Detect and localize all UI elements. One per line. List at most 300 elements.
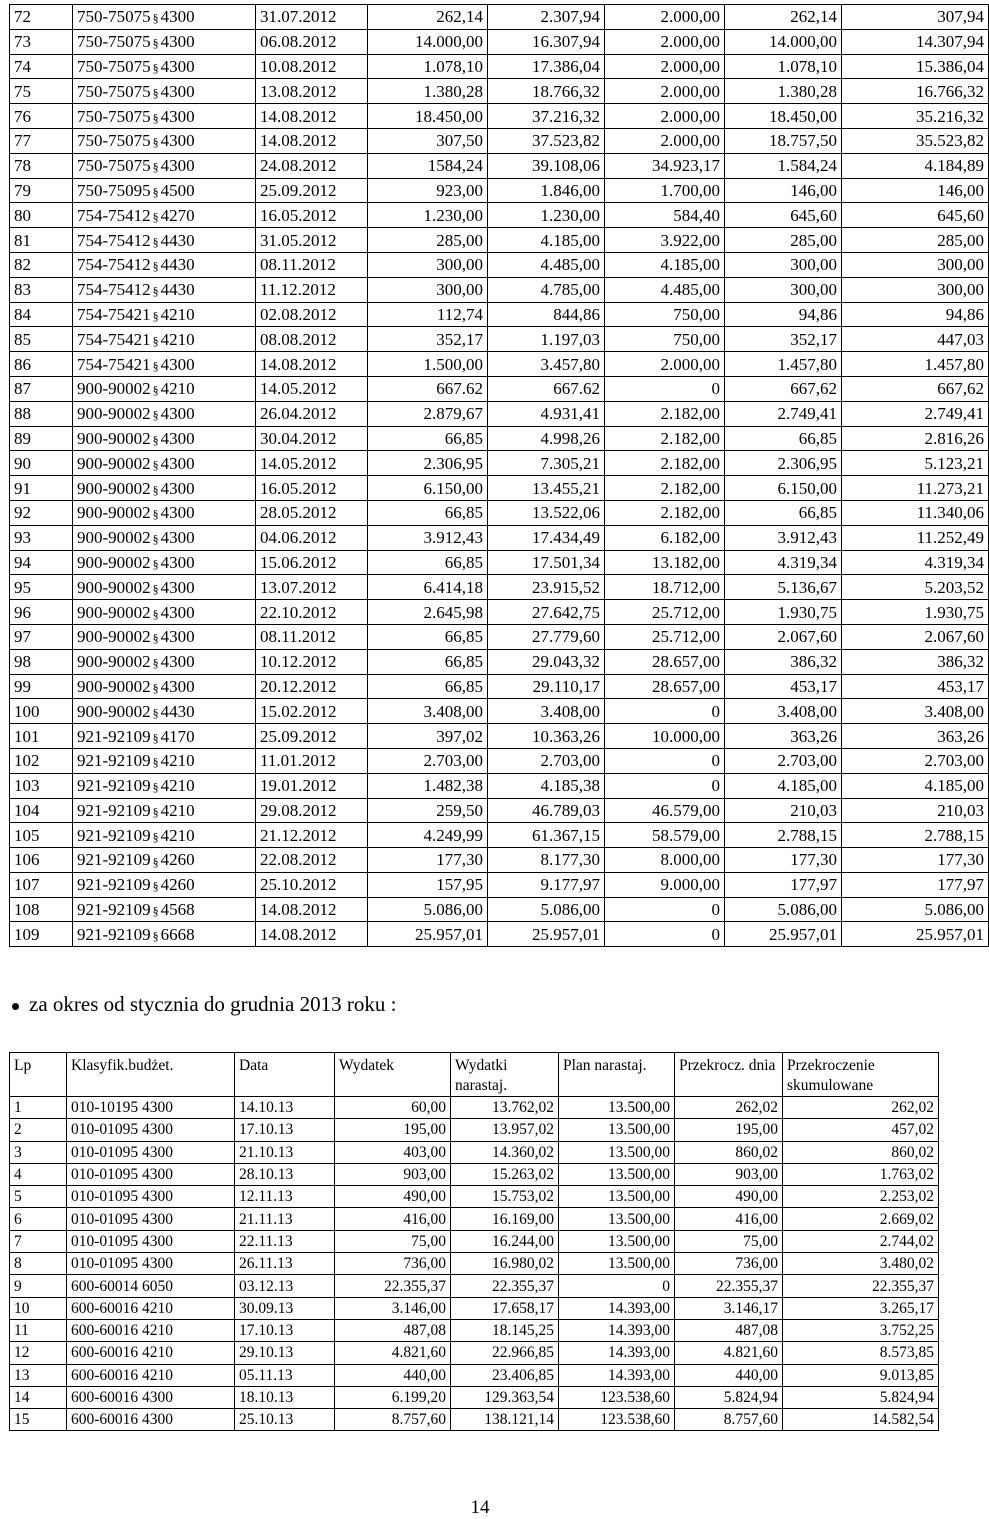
expense: 3.146,00 bbox=[335, 1297, 451, 1319]
paragraph-code: 4300 bbox=[160, 354, 195, 374]
expense: 307,50 bbox=[368, 128, 488, 153]
table-row bbox=[10, 848, 989, 873]
budget-classification bbox=[73, 848, 256, 873]
row-number: 3 bbox=[10, 1141, 67, 1163]
date: 20.12.2012 bbox=[256, 674, 368, 699]
division-code: 921-92109 bbox=[77, 924, 151, 944]
cumulative-plan: 25.712,00 bbox=[605, 624, 725, 649]
budget-classification: 010-01095 4300 bbox=[67, 1163, 235, 1185]
cumulative-plan: 2.000,00 bbox=[605, 128, 725, 153]
expense: 3.912,43 bbox=[368, 525, 488, 550]
cumulative-plan: 13.500,00 bbox=[559, 1097, 675, 1119]
table-row bbox=[10, 872, 989, 897]
daily-overrun: 667,62 bbox=[725, 376, 842, 401]
cumulative-expense: 15.263,02 bbox=[451, 1163, 559, 1185]
table-row bbox=[10, 1386, 939, 1408]
date: 19.01.2012 bbox=[256, 773, 368, 798]
cumulative-overrun: 8.573,85 bbox=[783, 1342, 939, 1364]
cumulative-overrun: 9.013,85 bbox=[783, 1364, 939, 1386]
cumulative-expense: 27.642,75 bbox=[488, 600, 605, 625]
cumulative-expense: 3.457,80 bbox=[488, 352, 605, 377]
division-code: 921-92109 bbox=[77, 850, 151, 870]
daily-overrun: 2.749,41 bbox=[725, 401, 842, 426]
row-number: 92 bbox=[10, 500, 73, 525]
expense: 66,85 bbox=[368, 674, 488, 699]
daily-overrun: 903,00 bbox=[675, 1163, 783, 1185]
row-number: 82 bbox=[10, 252, 73, 277]
paragraph-code: 4300 bbox=[160, 478, 195, 498]
cumulative-overrun: 11.273,21 bbox=[842, 476, 989, 501]
expense: 6.150,00 bbox=[368, 476, 488, 501]
daily-overrun: 2.306,95 bbox=[725, 451, 842, 476]
daily-overrun: 440,00 bbox=[675, 1364, 783, 1386]
cumulative-overrun: 1.457,80 bbox=[842, 352, 989, 377]
row-number: 89 bbox=[10, 426, 73, 451]
budget-classification: 010-01095 4300 bbox=[67, 1119, 235, 1141]
date: 14.08.2012 bbox=[256, 897, 368, 922]
expense: 25.957,01 bbox=[368, 922, 488, 947]
table-row bbox=[10, 1208, 939, 1230]
paragraph-icon: § bbox=[152, 61, 159, 76]
date: 14.05.2012 bbox=[256, 451, 368, 476]
cumulative-expense: 4.931,41 bbox=[488, 401, 605, 426]
cumulative-plan: 13.500,00 bbox=[559, 1163, 675, 1185]
cumulative-expense: 29.043,32 bbox=[488, 649, 605, 674]
cumulative-overrun: 5.123,21 bbox=[842, 451, 989, 476]
paragraph-code: 4210 bbox=[160, 776, 195, 796]
date: 21.12.2012 bbox=[256, 823, 368, 848]
daily-overrun: 352,17 bbox=[725, 327, 842, 352]
cumulative-plan: 0 bbox=[605, 748, 725, 773]
header-expense: Wydatek bbox=[335, 1053, 451, 1097]
table-row bbox=[10, 1319, 939, 1341]
daily-overrun: 18.450,00 bbox=[725, 104, 842, 129]
paragraph-icon: § bbox=[152, 606, 159, 621]
paragraph-code: 4430 bbox=[160, 230, 195, 250]
paragraph-code: 4300 bbox=[160, 404, 195, 424]
expense: 66,85 bbox=[368, 550, 488, 575]
paragraph-icon: § bbox=[152, 904, 159, 919]
date: 14.08.2012 bbox=[256, 104, 368, 129]
table-row bbox=[10, 699, 989, 724]
budget-classification bbox=[73, 476, 256, 501]
expense: 8.757,60 bbox=[335, 1409, 451, 1431]
budget-classification bbox=[73, 401, 256, 426]
daily-overrun: 210,03 bbox=[725, 798, 842, 823]
row-number: 83 bbox=[10, 277, 73, 302]
daily-overrun: 386,32 bbox=[725, 649, 842, 674]
cumulative-plan: 123.538,60 bbox=[559, 1409, 675, 1431]
cumulative-plan: 25.712,00 bbox=[605, 600, 725, 625]
cumulative-overrun: 386,32 bbox=[842, 649, 989, 674]
expense: 736,00 bbox=[335, 1253, 451, 1275]
daily-overrun: 195,00 bbox=[675, 1119, 783, 1141]
cumulative-expense: 4.998,26 bbox=[488, 426, 605, 451]
budget-classification bbox=[73, 104, 256, 129]
cumulative-plan: 0 bbox=[605, 376, 725, 401]
date: 14.08.2012 bbox=[256, 352, 368, 377]
row-number: 102 bbox=[10, 748, 73, 773]
row-number: 11 bbox=[10, 1319, 67, 1341]
date: 29.10.13 bbox=[235, 1342, 335, 1364]
cumulative-plan: 2.000,00 bbox=[605, 54, 725, 79]
paragraph-icon: § bbox=[152, 209, 159, 224]
row-number: 100 bbox=[10, 699, 73, 724]
cumulative-expense: 37.523,82 bbox=[488, 128, 605, 153]
paragraph-icon: § bbox=[152, 160, 159, 175]
date: 25.10.13 bbox=[235, 1409, 335, 1431]
table-row bbox=[10, 1163, 939, 1185]
cumulative-plan: 13.500,00 bbox=[559, 1119, 675, 1141]
daily-overrun: 262,02 bbox=[675, 1097, 783, 1119]
daily-overrun: 300,00 bbox=[725, 252, 842, 277]
budget-classification bbox=[73, 178, 256, 203]
daily-overrun: 300,00 bbox=[725, 277, 842, 302]
cumulative-plan: 584,40 bbox=[605, 203, 725, 228]
division-code: 750-75075 bbox=[77, 32, 151, 52]
date: 13.08.2012 bbox=[256, 79, 368, 104]
table-row bbox=[10, 624, 989, 649]
expenditure-table-2013 bbox=[9, 1052, 939, 1431]
expense: 1.500,00 bbox=[368, 352, 488, 377]
budget-classification bbox=[73, 29, 256, 54]
cumulative-overrun: 5.203,52 bbox=[842, 575, 989, 600]
budget-classification: 010-01095 4300 bbox=[67, 1253, 235, 1275]
table-row bbox=[10, 104, 989, 129]
cumulative-expense: 3.408,00 bbox=[488, 699, 605, 724]
date: 12.11.13 bbox=[235, 1186, 335, 1208]
cumulative-overrun: 453,17 bbox=[842, 674, 989, 699]
expense: 4.249,99 bbox=[368, 823, 488, 848]
cumulative-plan: 2.182,00 bbox=[605, 426, 725, 451]
cumulative-overrun: 2.744,02 bbox=[783, 1230, 939, 1252]
page-number: 14 bbox=[470, 1497, 490, 1518]
row-number: 6 bbox=[10, 1208, 67, 1230]
cumulative-overrun: 2.749,41 bbox=[842, 401, 989, 426]
expense: 487,08 bbox=[335, 1319, 451, 1341]
date: 17.10.13 bbox=[235, 1119, 335, 1141]
cumulative-overrun: 2.703,00 bbox=[842, 748, 989, 773]
expense: 2.879,67 bbox=[368, 401, 488, 426]
paragraph-code: 4300 bbox=[160, 528, 195, 548]
division-code: 750-75075 bbox=[77, 56, 151, 76]
table-row bbox=[10, 376, 989, 401]
paragraph-icon: § bbox=[152, 284, 159, 299]
budget-classification bbox=[73, 773, 256, 798]
daily-overrun: 4.185,00 bbox=[725, 773, 842, 798]
table-header-row bbox=[10, 1053, 939, 1097]
division-code: 754-75421 bbox=[77, 354, 151, 374]
date: 13.07.2012 bbox=[256, 575, 368, 600]
daily-overrun: 4.319,34 bbox=[725, 550, 842, 575]
cumulative-overrun: 860,02 bbox=[783, 1141, 939, 1163]
expense: 195,00 bbox=[335, 1119, 451, 1141]
cumulative-expense: 9.177,97 bbox=[488, 872, 605, 897]
row-number: 90 bbox=[10, 451, 73, 476]
budget-classification bbox=[73, 748, 256, 773]
budget-classification bbox=[73, 153, 256, 178]
paragraph-icon: § bbox=[152, 730, 159, 745]
cumulative-expense: 46.789,03 bbox=[488, 798, 605, 823]
expense: 66,85 bbox=[368, 426, 488, 451]
paragraph-icon: § bbox=[152, 433, 159, 448]
row-number: 4 bbox=[10, 1163, 67, 1185]
budget-classification bbox=[73, 724, 256, 749]
budget-classification bbox=[73, 203, 256, 228]
expense: 5.086,00 bbox=[368, 897, 488, 922]
division-code: 900-90002 bbox=[77, 478, 151, 498]
cumulative-expense: 29.110,17 bbox=[488, 674, 605, 699]
paragraph-icon: § bbox=[152, 829, 159, 844]
daily-overrun: 2.067,60 bbox=[725, 624, 842, 649]
budget-classification bbox=[73, 922, 256, 947]
expense: 157,95 bbox=[368, 872, 488, 897]
expenditure-table-2012 bbox=[9, 4, 989, 947]
daily-overrun: 3.912,43 bbox=[725, 525, 842, 550]
daily-overrun: 1.584,24 bbox=[725, 153, 842, 178]
expense: 667.62 bbox=[368, 376, 488, 401]
paragraph-code: 4300 bbox=[160, 676, 195, 696]
cumulative-plan: 0 bbox=[605, 699, 725, 724]
cumulative-expense: 129.363,54 bbox=[451, 1386, 559, 1408]
row-number: 81 bbox=[10, 228, 73, 253]
paragraph-icon: § bbox=[152, 185, 159, 200]
cumulative-overrun: 363,26 bbox=[842, 724, 989, 749]
table-row bbox=[10, 1230, 939, 1252]
daily-overrun: 177,97 bbox=[725, 872, 842, 897]
table-row bbox=[10, 1364, 939, 1386]
cumulative-expense: 17.501,34 bbox=[488, 550, 605, 575]
date: 25.09.2012 bbox=[256, 724, 368, 749]
cumulative-plan: 10.000,00 bbox=[605, 724, 725, 749]
division-code: 754-75412 bbox=[77, 255, 151, 275]
cumulative-expense: 4.485,00 bbox=[488, 252, 605, 277]
cumulative-expense: 13.957,02 bbox=[451, 1119, 559, 1141]
paragraph-code: 4300 bbox=[160, 56, 195, 76]
cumulative-overrun: 4.185,00 bbox=[842, 773, 989, 798]
table-row bbox=[10, 451, 989, 476]
date: 25.10.2012 bbox=[256, 872, 368, 897]
cumulative-plan: 13.500,00 bbox=[559, 1230, 675, 1252]
daily-overrun: 18.757,50 bbox=[725, 128, 842, 153]
cumulative-expense: 1.846,00 bbox=[488, 178, 605, 203]
row-number: 15 bbox=[10, 1409, 67, 1431]
cumulative-expense: 1.197,03 bbox=[488, 327, 605, 352]
date: 31.05.2012 bbox=[256, 228, 368, 253]
expense: 1.078,10 bbox=[368, 54, 488, 79]
expense: 66,85 bbox=[368, 649, 488, 674]
date: 26.11.13 bbox=[235, 1253, 335, 1275]
paragraph-code: 4300 bbox=[160, 428, 195, 448]
table-row bbox=[10, 525, 989, 550]
row-number: 13 bbox=[10, 1364, 67, 1386]
daily-overrun: 416,00 bbox=[675, 1208, 783, 1230]
cumulative-overrun: 447,03 bbox=[842, 327, 989, 352]
cumulative-overrun: 3.408,00 bbox=[842, 699, 989, 724]
cumulative-overrun: 35.216,32 bbox=[842, 104, 989, 129]
daily-overrun: 3.146,17 bbox=[675, 1297, 783, 1319]
budget-classification bbox=[73, 277, 256, 302]
cumulative-expense: 18.766,32 bbox=[488, 79, 605, 104]
budget-classification: 600-60016 4210 bbox=[67, 1319, 235, 1341]
table-row bbox=[10, 773, 989, 798]
header-cumulative-expense: Wydatki narastaj. bbox=[451, 1053, 559, 1097]
paragraph-icon: § bbox=[152, 705, 159, 720]
date: 10.08.2012 bbox=[256, 54, 368, 79]
paragraph-icon: § bbox=[152, 656, 159, 671]
cumulative-expense: 4.785,00 bbox=[488, 277, 605, 302]
division-code: 900-90002 bbox=[77, 404, 151, 424]
row-number: 101 bbox=[10, 724, 73, 749]
division-code: 921-92109 bbox=[77, 800, 151, 820]
row-number: 72 bbox=[10, 5, 73, 30]
daily-overrun: 645,60 bbox=[725, 203, 842, 228]
cumulative-expense: 16.244,00 bbox=[451, 1230, 559, 1252]
daily-overrun: 146,00 bbox=[725, 178, 842, 203]
cumulative-overrun: 262,02 bbox=[783, 1097, 939, 1119]
expense: 923,00 bbox=[368, 178, 488, 203]
paragraph-code: 4210 bbox=[160, 304, 195, 324]
budget-classification bbox=[73, 575, 256, 600]
cumulative-overrun: 177,30 bbox=[842, 848, 989, 873]
row-number: 85 bbox=[10, 327, 73, 352]
paragraph-code: 4300 bbox=[160, 503, 195, 523]
cumulative-expense: 17.434,49 bbox=[488, 525, 605, 550]
cumulative-overrun: 4.319,34 bbox=[842, 550, 989, 575]
paragraph-icon: § bbox=[152, 383, 159, 398]
paragraph-code: 4300 bbox=[160, 453, 195, 473]
cumulative-expense: 16.169,00 bbox=[451, 1208, 559, 1230]
cumulative-overrun: 285,00 bbox=[842, 228, 989, 253]
paragraph-icon: § bbox=[152, 482, 159, 497]
table-row bbox=[10, 922, 989, 947]
table-row bbox=[10, 302, 989, 327]
budget-classification bbox=[73, 252, 256, 277]
date: 08.08.2012 bbox=[256, 327, 368, 352]
expense: 300,00 bbox=[368, 252, 488, 277]
daily-overrun: 1.457,80 bbox=[725, 352, 842, 377]
cumulative-overrun: 300,00 bbox=[842, 277, 989, 302]
paragraph-code: 4430 bbox=[160, 701, 195, 721]
table-row bbox=[10, 798, 989, 823]
cumulative-overrun: 457,02 bbox=[783, 1119, 939, 1141]
row-number: 10 bbox=[10, 1297, 67, 1319]
cumulative-expense: 17.386,04 bbox=[488, 54, 605, 79]
row-number: 104 bbox=[10, 798, 73, 823]
division-code: 750-75075 bbox=[77, 131, 151, 151]
table-row bbox=[10, 153, 989, 178]
budget-classification: 600-60016 4300 bbox=[67, 1409, 235, 1431]
daily-overrun: 1.380,28 bbox=[725, 79, 842, 104]
cumulative-overrun: 667,62 bbox=[842, 376, 989, 401]
cumulative-expense: 25.957,01 bbox=[488, 922, 605, 947]
cumulative-plan: 123.538,60 bbox=[559, 1386, 675, 1408]
date: 21.10.13 bbox=[235, 1141, 335, 1163]
expense: 2.703,00 bbox=[368, 748, 488, 773]
cumulative-plan: 4.485,00 bbox=[605, 277, 725, 302]
division-code: 921-92109 bbox=[77, 875, 151, 895]
daily-overrun: 736,00 bbox=[675, 1253, 783, 1275]
budget-classification bbox=[73, 5, 256, 30]
cumulative-overrun: 3.265,17 bbox=[783, 1297, 939, 1319]
row-number: 77 bbox=[10, 128, 73, 153]
row-number: 79 bbox=[10, 178, 73, 203]
cumulative-plan: 58.579,00 bbox=[605, 823, 725, 848]
paragraph-icon: § bbox=[152, 804, 159, 819]
division-code: 750-75075 bbox=[77, 7, 151, 27]
table-row bbox=[10, 228, 989, 253]
paragraph-code: 4210 bbox=[160, 379, 195, 399]
table-row bbox=[10, 1097, 939, 1119]
cumulative-overrun: 177,97 bbox=[842, 872, 989, 897]
cumulative-overrun: 15.386,04 bbox=[842, 54, 989, 79]
daily-overrun: 487,08 bbox=[675, 1319, 783, 1341]
cumulative-expense: 4.185,38 bbox=[488, 773, 605, 798]
row-number: 14 bbox=[10, 1386, 67, 1408]
cumulative-plan: 14.393,00 bbox=[559, 1319, 675, 1341]
table-row bbox=[10, 1275, 939, 1297]
division-code: 900-90002 bbox=[77, 528, 151, 548]
division-code: 900-90002 bbox=[77, 379, 151, 399]
budget-classification: 600-60016 4300 bbox=[67, 1386, 235, 1408]
paragraph-code: 6668 bbox=[160, 924, 195, 944]
division-code: 921-92109 bbox=[77, 776, 151, 796]
paragraph-code: 4210 bbox=[160, 751, 195, 771]
daily-overrun: 94,86 bbox=[725, 302, 842, 327]
paragraph-code: 4300 bbox=[160, 577, 195, 597]
daily-overrun: 1.078,10 bbox=[725, 54, 842, 79]
cumulative-expense: 7.305,21 bbox=[488, 451, 605, 476]
division-code: 754-75421 bbox=[77, 304, 151, 324]
paragraph-icon: § bbox=[152, 780, 159, 795]
division-code: 921-92109 bbox=[77, 900, 151, 920]
division-code: 900-90002 bbox=[77, 503, 151, 523]
paragraph-code: 4300 bbox=[160, 106, 195, 126]
table-row bbox=[10, 674, 989, 699]
expense: 14.000,00 bbox=[368, 29, 488, 54]
paragraph-icon: § bbox=[152, 85, 159, 100]
budget-classification: 010-01095 4300 bbox=[67, 1141, 235, 1163]
row-number: 103 bbox=[10, 773, 73, 798]
table-row bbox=[10, 1186, 939, 1208]
table-row bbox=[10, 352, 989, 377]
table-row bbox=[10, 1297, 939, 1319]
expense: 66,85 bbox=[368, 500, 488, 525]
division-code: 750-75075 bbox=[77, 106, 151, 126]
cumulative-overrun: 3.480,02 bbox=[783, 1253, 939, 1275]
cumulative-plan: 4.185,00 bbox=[605, 252, 725, 277]
row-number: 93 bbox=[10, 525, 73, 550]
daily-overrun: 5.824,94 bbox=[675, 1386, 783, 1408]
cumulative-overrun: 5.824,94 bbox=[783, 1386, 939, 1408]
date: 10.12.2012 bbox=[256, 649, 368, 674]
expense: 262,14 bbox=[368, 5, 488, 30]
table-row bbox=[10, 252, 989, 277]
daily-overrun: 177,30 bbox=[725, 848, 842, 873]
budget-classification bbox=[73, 525, 256, 550]
cumulative-overrun: 645,60 bbox=[842, 203, 989, 228]
budget-classification: 600-60016 4210 bbox=[67, 1342, 235, 1364]
table-row bbox=[10, 1119, 939, 1141]
expense: 6.414,18 bbox=[368, 575, 488, 600]
expense: 285,00 bbox=[368, 228, 488, 253]
date: 30.04.2012 bbox=[256, 426, 368, 451]
table-row bbox=[10, 203, 989, 228]
date: 14.10.13 bbox=[235, 1097, 335, 1119]
header-cumulative-plan: Plan narastaj. bbox=[559, 1053, 675, 1097]
table-row bbox=[10, 550, 989, 575]
paragraph-code: 4300 bbox=[160, 156, 195, 176]
